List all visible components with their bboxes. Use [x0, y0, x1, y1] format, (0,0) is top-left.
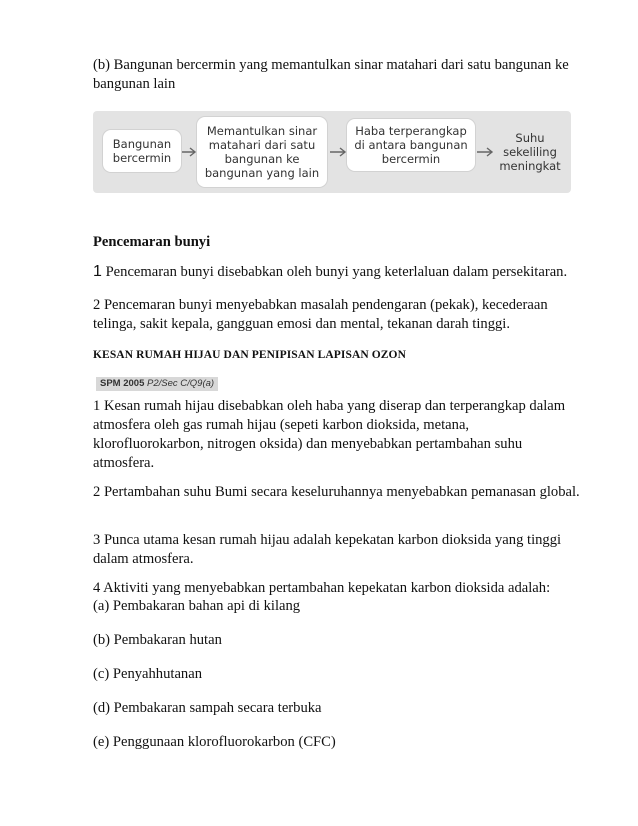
flow-box-3-label: Haba terperangkap di antara bangunan bercermin [354, 124, 468, 166]
flow-box-2 [197, 117, 327, 187]
greenhouse-paragraph-4: 4 Aktiviti yang menyebabkan pertambahan kepekatan karbon dioksida adalah: [93, 580, 551, 596]
greenhouse-heading: KESAN RUMAH HIJAU DAN PENIPISAN LAPISAN OZON [93, 349, 407, 361]
flow-box-4 [494, 117, 566, 187]
greenhouse-paragraph-1: 1 Kesan rumah hijau disebabkan oleh haba yang diserap dan terperangkap dalam atmosfera oleh gas rumah hijau (sepeti karbon dioksida, metana, klorofluorokarbon, nitrogen oksida) dan menyebabkan pertambahan suhu atmosfera. [93, 398, 566, 471]
greenhouse-paragraph-2: 2 Pertambahan suhu Bumi secara keseluruhannya menyebabkan pemanasan global. [93, 484, 580, 500]
greenhouse-paragraph-3: 3 Punca utama kesan rumah hijau adalah kepekatan karbon dioksida yang tinggi dalam atmosfera. [93, 532, 562, 567]
stamp-bold: SPM 2005 [100, 378, 145, 389]
stamp-italic: P2/Sec C/Q9(a) [147, 378, 215, 389]
flow-box-4-label: Suhu sekeliling meningkat [499, 131, 561, 173]
flow-box-1 [103, 130, 181, 172]
noise-heading: Pencemaran bunyi [93, 234, 211, 250]
list-item: (c) Penyahhutanan [93, 666, 203, 682]
noise-paragraph-1 [93, 262, 583, 282]
arrow-icon [181, 147, 197, 157]
section-b-text: (b) Bangunan bercermin yang memantulkan sinar matahari dari satu bangunan ke bangunan lain [93, 57, 569, 92]
arrow-icon [476, 147, 494, 157]
flow-box-3 [347, 119, 475, 171]
noise-p1-number: 1 [93, 263, 102, 280]
arrow-icon [329, 147, 347, 157]
exam-reference-badge [96, 377, 218, 391]
list-item: (a) Pembakaran bahan api di kilang [93, 598, 301, 614]
list-item: (d) Pembakaran sampah secara terbuka [93, 700, 322, 716]
noise-paragraph-2: 2 Pencemaran bunyi menyebabkan masalah pendengaran (pekak), kecederaan telinga, sakit kepala, gangguan emosi dan mental, tekanan darah tinggi. [93, 297, 548, 332]
flow-box-1-label: Bangunan bercermin [112, 137, 172, 165]
list-item: (e) Penggunaan klorofluorokarbon (CFC) [93, 734, 336, 750]
flow-diagram [93, 111, 571, 193]
noise-p1-text: Pencemaran bunyi disebabkan oleh bunyi yang keterlaluan dalam persekitaran. [105, 264, 568, 280]
flow-box-2-label: Memantulkan sinar matahari dari satu bangunan ke bangunan yang lain [204, 124, 320, 180]
list-item: (b) Pembakaran hutan [93, 632, 222, 648]
